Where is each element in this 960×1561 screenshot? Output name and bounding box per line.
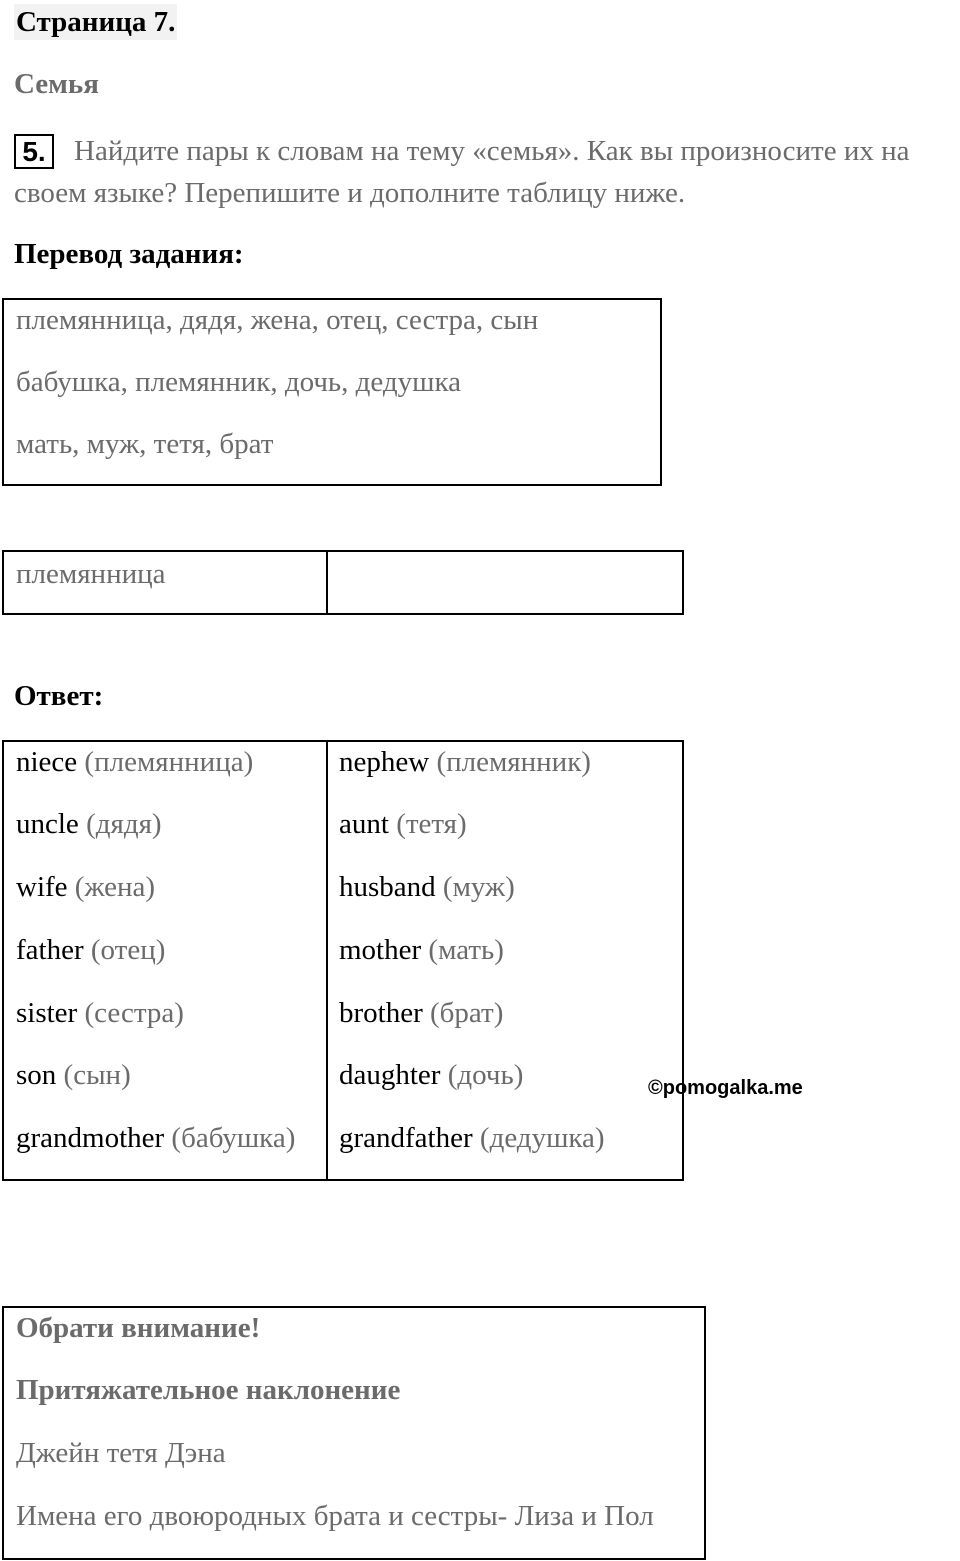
english-word: sister xyxy=(16,997,78,1029)
english-word: nephew xyxy=(339,746,430,778)
answer-table xyxy=(2,740,684,1181)
russian-word: (отец) xyxy=(90,934,166,966)
table-divider xyxy=(326,742,328,1179)
russian-word: (дедушка) xyxy=(479,1122,605,1154)
answer-heading: Ответ: xyxy=(14,680,104,712)
english-word: uncle xyxy=(16,808,79,840)
russian-word: (муж) xyxy=(442,871,515,903)
russian-word: (племянник) xyxy=(436,746,591,778)
task-text-line-1: Найдите пары к словам на тему «семья». Как вы произносите их на xyxy=(74,135,910,167)
russian-word: (жена) xyxy=(74,871,156,903)
answer-row-right xyxy=(339,1120,605,1156)
answer-row-right xyxy=(339,1057,523,1093)
english-word: daughter xyxy=(339,1059,441,1091)
english-word: grandmother xyxy=(16,1122,165,1154)
russian-word: (сестра) xyxy=(84,997,184,1029)
word-list-line: бабушка, племянник, дочь, дедушка xyxy=(16,366,461,398)
english-word: niece xyxy=(16,746,78,778)
sample-cell-left: племянница xyxy=(16,558,166,590)
answer-row-left xyxy=(16,932,165,968)
sample-table xyxy=(2,550,684,615)
answer-row-right xyxy=(339,744,591,780)
russian-word: (брат) xyxy=(430,997,504,1029)
english-word: father xyxy=(16,934,84,966)
english-word: aunt xyxy=(339,808,389,840)
english-word: wife xyxy=(16,871,68,903)
section-title: Семья xyxy=(14,68,99,100)
word-list-line: мать, муж, тетя, брат xyxy=(16,428,274,460)
table-divider xyxy=(326,552,328,613)
answer-row-left xyxy=(16,869,155,905)
english-word: grandfather xyxy=(339,1122,473,1154)
english-word: mother xyxy=(339,934,422,966)
russian-word: (дядя) xyxy=(86,808,162,840)
answer-row-right xyxy=(339,806,467,842)
russian-word: (племянница) xyxy=(84,746,254,778)
word-list-box xyxy=(2,298,662,486)
answer-row-left xyxy=(16,744,253,780)
english-word: brother xyxy=(339,997,423,1029)
answer-row-left xyxy=(16,1057,131,1093)
answer-row-right xyxy=(339,995,503,1031)
answer-row-left xyxy=(16,1120,295,1156)
russian-word: (тетя) xyxy=(396,808,467,840)
russian-word: (дочь) xyxy=(447,1059,524,1091)
watermark: ©pomogalka.me xyxy=(648,1077,803,1099)
task-text-line-2: своем языке? Перепишите и дополните таблицу ниже. xyxy=(14,177,686,209)
translation-heading: Перевод задания: xyxy=(14,238,244,270)
answer-row-left xyxy=(16,995,184,1031)
russian-word: (бабушка) xyxy=(171,1122,296,1154)
note-example: Джейн тетя Дэна xyxy=(16,1437,226,1469)
english-word: son xyxy=(16,1059,57,1091)
note-box xyxy=(2,1306,706,1560)
word-list-line: племянница, дядя, жена, отец, сестра, сын xyxy=(16,304,539,336)
task-number-badge: 5. xyxy=(14,134,54,169)
answer-row-right xyxy=(339,932,504,968)
russian-word: (сын) xyxy=(63,1059,131,1091)
note-subtitle: Притяжательное наклонение xyxy=(16,1374,401,1406)
page-title: Страница 7. xyxy=(16,6,176,38)
english-word: husband xyxy=(339,871,436,903)
answer-row-right xyxy=(339,869,515,905)
note-title: Обрати внимание! xyxy=(16,1312,261,1344)
note-example: Имена его двоюродных брата и сестры- Лиза и Пол xyxy=(16,1500,654,1532)
answer-row-left xyxy=(16,806,162,842)
russian-word: (мать) xyxy=(428,934,504,966)
